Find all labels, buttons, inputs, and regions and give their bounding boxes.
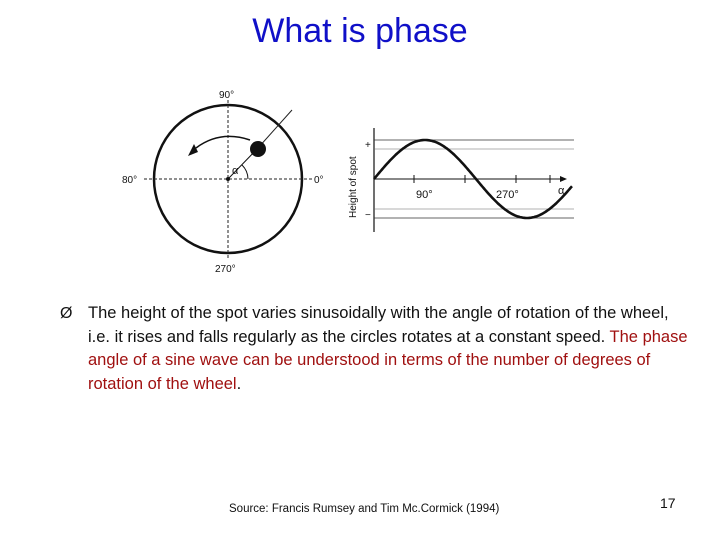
phase-diagram [112,82,588,278]
bullet-text [88,302,690,396]
rotating-wheel [122,90,324,275]
bullet-marker-icon: Ø [60,305,73,322]
spot-dot [250,141,266,157]
wheel-angle-label: α [232,165,239,177]
bullet-text-part1: The height of the spot varies sinusoidally with the angle of rotation of the wheel, i.e. it rises and falls regularly as the circles rotates at a constant speed. [88,304,669,346]
wheel-label-left: 80° [122,175,138,186]
sine-graph [348,128,574,232]
rotation-arrowhead [188,144,198,156]
bullet-text-end: . [236,374,242,393]
wheel-label-right: 0° [314,175,324,186]
graph-y-label: Height of spot [348,156,359,218]
wheel-label-bottom: 270° [215,264,236,275]
source-citation: Source: Francis Rumsey and Tim Mc.Cormick (1994) [229,503,500,515]
graph-plus-label: + [365,140,371,151]
wheel-label-top: 90° [219,90,235,101]
slide-title: What is phase [252,12,468,50]
graph-minus-label: − [365,210,371,221]
graph-tick-90-label: 90° [416,189,433,201]
radius-extension [258,110,292,148]
bullet-text-part2: The phase angle of a sine wave can be understood in terms of the number of degrees of rotation of the wheel [88,327,688,393]
page-number: 17 [660,495,676,511]
x-axis-arrowhead [560,176,567,182]
angle-arc [242,165,248,179]
graph-x-label: α [558,185,565,197]
graph-tick-270-label: 270° [496,189,519,201]
bullet-item [60,302,690,396]
rotation-arrow [196,136,250,148]
